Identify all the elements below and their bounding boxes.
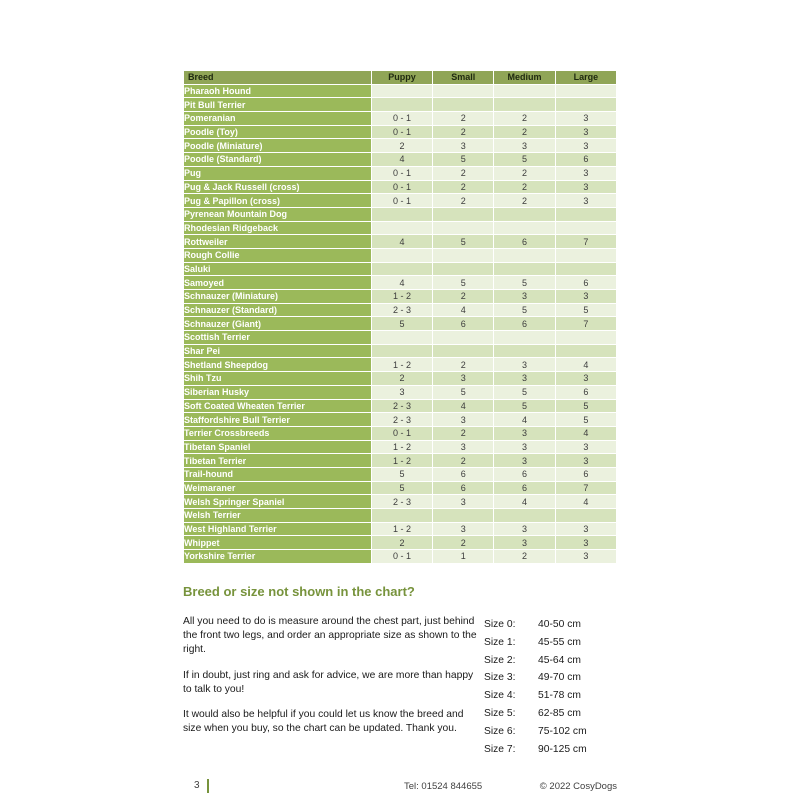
size-value-cell: 3 xyxy=(556,550,616,563)
breed-name-cell: Pyrenean Mountain Dog xyxy=(184,208,371,221)
breed-name-cell: West Highland Terrier xyxy=(184,523,371,536)
size-value-cell: 3 xyxy=(494,523,554,536)
size-value-cell: 5 xyxy=(494,304,554,317)
size-value-cell: 2 - 3 xyxy=(372,304,432,317)
breed-name-cell: Saluki xyxy=(184,263,371,276)
table-row xyxy=(184,126,616,139)
size-value-cell: 3 xyxy=(494,139,554,152)
size-value-cell xyxy=(372,249,432,262)
size-value-cell xyxy=(372,208,432,221)
size-value-cell xyxy=(433,222,493,235)
size-value-cell: 7 xyxy=(556,482,616,495)
size-value-cell: 3 xyxy=(433,523,493,536)
breed-name-cell: Samoyed xyxy=(184,276,371,289)
breed-name-cell: Pharaoh Hound xyxy=(184,85,371,98)
size-value-cell xyxy=(556,263,616,276)
table-row xyxy=(184,523,616,536)
size-value-cell: 2 xyxy=(433,167,493,180)
size-label: Size 1: xyxy=(484,636,516,648)
size-value-cell: 2 xyxy=(494,167,554,180)
size-value-cell: 1 - 2 xyxy=(372,358,432,371)
size-value-cell: 2 xyxy=(433,358,493,371)
size-value-cell: 6 xyxy=(494,468,554,481)
size-list-item xyxy=(484,654,587,672)
size-value-cell: 2 xyxy=(433,454,493,467)
breed-name-cell: Terrier Crossbreeds xyxy=(184,427,371,440)
column-header-breed: Breed xyxy=(184,71,371,84)
size-value-cell: 6 xyxy=(433,482,493,495)
size-value-cell: 2 xyxy=(433,126,493,139)
size-value-cell: 3 xyxy=(556,372,616,385)
size-value-cell: 3 xyxy=(556,441,616,454)
size-label: Size 3: xyxy=(484,672,516,684)
size-value-cell xyxy=(556,222,616,235)
size-value-cell: 6 xyxy=(494,235,554,248)
size-value-cell: 3 xyxy=(556,194,616,207)
size-range: 49-70 cm xyxy=(538,672,581,684)
size-value-cell: 5 xyxy=(433,235,493,248)
breed-name-cell: Weimaraner xyxy=(184,482,371,495)
breed-name-cell: Schnauzer (Miniature) xyxy=(184,290,371,303)
size-value-cell: 5 xyxy=(556,304,616,317)
size-value-cell xyxy=(372,263,432,276)
size-value-cell: 2 xyxy=(433,181,493,194)
table-row xyxy=(184,495,616,508)
size-value-cell: 3 xyxy=(494,427,554,440)
size-value-cell xyxy=(433,249,493,262)
table-row xyxy=(184,167,616,180)
table-row xyxy=(184,454,616,467)
breed-name-cell: Siberian Husky xyxy=(184,386,371,399)
size-list-item xyxy=(484,689,587,707)
size-value-cell: 4 xyxy=(494,413,554,426)
size-value-cell: 5 xyxy=(372,468,432,481)
size-range: 45-55 cm xyxy=(538,636,581,648)
size-value-cell: 3 xyxy=(556,139,616,152)
size-value-cell: 5 xyxy=(494,276,554,289)
size-value-cell: 5 xyxy=(494,153,554,166)
breed-name-cell: Trail-hound xyxy=(184,468,371,481)
instruction-paragraph: It would also be helpful if you could let us know the breed and size when you buy, so the chart can be updated. Thank you. xyxy=(183,709,464,735)
table-row xyxy=(184,249,616,262)
breed-name-cell: Soft Coated Wheaten Terrier xyxy=(184,400,371,413)
column-header-small: Small xyxy=(433,71,493,84)
size-value-cell: 7 xyxy=(556,317,616,330)
table-row xyxy=(184,304,616,317)
size-value-cell: 2 xyxy=(433,427,493,440)
breed-name-cell: Schnauzer (Giant) xyxy=(184,317,371,330)
size-value-cell: 2 xyxy=(494,550,554,563)
size-value-cell: 1 xyxy=(433,550,493,563)
size-value-cell: 3 xyxy=(556,523,616,536)
size-value-cell: 5 xyxy=(556,400,616,413)
size-value-cell: 4 xyxy=(372,276,432,289)
instruction-paragraphs xyxy=(183,615,479,748)
size-value-cell: 2 xyxy=(494,181,554,194)
size-value-cell xyxy=(494,98,554,111)
size-value-cell: 1 - 2 xyxy=(372,441,432,454)
table-row xyxy=(184,194,616,207)
size-value-cell: 0 - 1 xyxy=(372,427,432,440)
size-value-cell: 5 xyxy=(494,386,554,399)
size-value-cell: 0 - 1 xyxy=(372,126,432,139)
instruction-paragraph: If in doubt, just ring and ask for advice, we are more than happy to talk to you! xyxy=(183,669,474,695)
breed-name-cell: Poodle (Miniature) xyxy=(184,139,371,152)
size-value-cell: 1 - 2 xyxy=(372,523,432,536)
size-range: 90-125 cm xyxy=(538,743,587,755)
size-value-cell: 6 xyxy=(494,482,554,495)
size-list-item xyxy=(484,725,587,743)
size-value-cell: 0 - 1 xyxy=(372,167,432,180)
column-header-large: Large xyxy=(556,71,616,84)
table-row xyxy=(184,441,616,454)
size-list-item xyxy=(484,636,587,654)
table-row xyxy=(184,413,616,426)
size-value-cell xyxy=(433,85,493,98)
size-value-cell: 3 xyxy=(556,126,616,139)
size-value-cell: 5 xyxy=(433,386,493,399)
size-value-cell xyxy=(433,263,493,276)
size-value-cell xyxy=(494,263,554,276)
breed-name-cell: Scottish Terrier xyxy=(184,331,371,344)
table-row xyxy=(184,139,616,152)
breed-name-cell: Poodle (Standard) xyxy=(184,153,371,166)
size-value-cell: 3 xyxy=(556,167,616,180)
size-value-cell: 3 xyxy=(433,139,493,152)
size-value-cell: 2 xyxy=(372,372,432,385)
table-row xyxy=(184,345,616,358)
size-label: Size 6: xyxy=(484,725,516,737)
size-range: 45-64 cm xyxy=(538,654,581,666)
size-value-cell: 0 - 1 xyxy=(372,550,432,563)
size-value-cell xyxy=(433,345,493,358)
size-label: Size 4: xyxy=(484,690,516,702)
size-value-cell: 6 xyxy=(494,317,554,330)
size-value-cell xyxy=(494,85,554,98)
size-value-cell: 2 xyxy=(433,536,493,549)
size-value-cell: 3 xyxy=(556,536,616,549)
table-row xyxy=(184,98,616,111)
size-value-cell: 5 xyxy=(433,153,493,166)
table-row xyxy=(184,263,616,276)
size-value-cell xyxy=(433,331,493,344)
size-value-cell: 2 xyxy=(494,126,554,139)
size-list-item xyxy=(484,743,587,761)
size-value-cell: 1 - 2 xyxy=(372,454,432,467)
size-value-cell: 0 - 1 xyxy=(372,112,432,125)
size-value-cell xyxy=(372,345,432,358)
size-label: Size 7: xyxy=(484,743,516,755)
footer-copyright: © 2022 CosyDogs xyxy=(539,781,617,792)
size-value-cell xyxy=(494,249,554,262)
size-value-cell xyxy=(494,208,554,221)
size-list-item xyxy=(484,671,587,689)
table-row xyxy=(184,317,616,330)
breed-name-cell: Welsh Springer Spaniel xyxy=(184,495,371,508)
size-value-cell: 3 xyxy=(372,386,432,399)
size-label: Size 2: xyxy=(484,654,516,666)
breed-name-cell: Shetland Sheepdog xyxy=(184,358,371,371)
size-value-cell: 5 xyxy=(433,276,493,289)
size-value-cell xyxy=(494,345,554,358)
size-value-cell: 5 xyxy=(372,482,432,495)
size-value-cell: 6 xyxy=(433,317,493,330)
size-label: Size 5: xyxy=(484,707,516,719)
size-value-cell: 4 xyxy=(372,153,432,166)
size-value-cell: 2 xyxy=(494,112,554,125)
breed-name-cell: Pug xyxy=(184,167,371,180)
size-value-cell xyxy=(433,509,493,522)
size-label: Size 0: xyxy=(484,619,516,630)
size-value-cell: 3 xyxy=(556,181,616,194)
size-value-cell: 3 xyxy=(433,372,493,385)
breed-name-cell: Tibetan Spaniel xyxy=(184,441,371,454)
breed-name-cell: Poodle (Toy) xyxy=(184,126,371,139)
size-value-cell: 3 xyxy=(494,454,554,467)
size-value-cell: 3 xyxy=(494,536,554,549)
size-value-cell xyxy=(556,98,616,111)
size-value-cell xyxy=(433,98,493,111)
size-value-cell xyxy=(556,345,616,358)
page-number: 3 xyxy=(194,780,200,791)
breed-name-cell: Pug & Papillon (cross) xyxy=(184,194,371,207)
table-row xyxy=(184,153,616,166)
breed-name-cell: Yorkshire Terrier xyxy=(184,550,371,563)
size-value-cell: 5 xyxy=(494,400,554,413)
size-list-item xyxy=(484,618,587,636)
table-row xyxy=(184,482,616,495)
size-value-cell xyxy=(372,331,432,344)
size-value-cell: 5 xyxy=(556,413,616,426)
size-value-cell xyxy=(494,331,554,344)
size-value-cell: 2 - 3 xyxy=(372,413,432,426)
breed-name-cell: Pit Bull Terrier xyxy=(184,98,371,111)
size-value-cell: 2 xyxy=(433,194,493,207)
size-value-cell: 3 xyxy=(433,495,493,508)
size-value-cell: 3 xyxy=(494,441,554,454)
size-value-cell: 3 xyxy=(556,290,616,303)
size-value-cell: 2 xyxy=(433,290,493,303)
size-value-cell xyxy=(556,331,616,344)
size-value-cell xyxy=(494,509,554,522)
breed-name-cell: Shih Tzu xyxy=(184,372,371,385)
size-value-cell: 6 xyxy=(556,468,616,481)
table-row xyxy=(184,85,616,98)
table-row xyxy=(184,112,616,125)
size-value-cell: 3 xyxy=(556,454,616,467)
size-value-cell: 3 xyxy=(433,413,493,426)
table-row xyxy=(184,290,616,303)
section-heading: Breed or size not shown in the chart? xyxy=(183,584,415,599)
table-header-row xyxy=(184,71,616,84)
footer-phone: Tel: 01524 844655 xyxy=(404,781,483,792)
size-value-cell: 3 xyxy=(494,290,554,303)
size-range: 62-85 cm xyxy=(538,707,581,719)
table-row xyxy=(184,427,616,440)
table-row xyxy=(184,181,616,194)
breed-name-cell: Rottweiler xyxy=(184,235,371,248)
size-range: 75-102 cm xyxy=(538,725,587,737)
size-value-cell xyxy=(372,222,432,235)
size-value-cell: 2 xyxy=(494,194,554,207)
table-row xyxy=(184,386,616,399)
table-row xyxy=(184,400,616,413)
table-row xyxy=(184,235,616,248)
breed-name-cell: Pug & Jack Russell (cross) xyxy=(184,181,371,194)
breed-name-cell: Shar Pei xyxy=(184,345,371,358)
size-value-cell: 4 xyxy=(556,427,616,440)
size-value-cell xyxy=(372,509,432,522)
table-row xyxy=(184,509,616,522)
size-value-cell: 0 - 1 xyxy=(372,181,432,194)
size-value-cell xyxy=(433,208,493,221)
breed-name-cell: Pomeranian xyxy=(184,112,371,125)
size-value-cell: 5 xyxy=(372,317,432,330)
size-value-cell: 2 xyxy=(372,139,432,152)
size-value-cell: 4 xyxy=(433,400,493,413)
breed-size-table xyxy=(183,70,617,564)
size-value-cell xyxy=(556,509,616,522)
size-value-cell: 3 xyxy=(494,372,554,385)
footer-divider xyxy=(207,779,209,793)
size-value-cell: 4 xyxy=(372,235,432,248)
table-row xyxy=(184,550,616,563)
size-value-cell: 2 xyxy=(433,112,493,125)
size-value-cell: 3 xyxy=(556,112,616,125)
table-row xyxy=(184,468,616,481)
table-row xyxy=(184,331,616,344)
size-value-cell: 6 xyxy=(556,153,616,166)
column-header-puppy: Puppy xyxy=(372,71,432,84)
table-row xyxy=(184,372,616,385)
table-row xyxy=(184,536,616,549)
size-value-cell: 4 xyxy=(433,304,493,317)
size-value-cell: 3 xyxy=(494,358,554,371)
table-row xyxy=(184,358,616,371)
breed-name-cell: Rough Collie xyxy=(184,249,371,262)
size-guide-list xyxy=(484,618,587,760)
size-value-cell xyxy=(372,85,432,98)
breed-name-cell: Tibetan Terrier xyxy=(184,454,371,467)
size-value-cell: 6 xyxy=(556,386,616,399)
size-value-cell: 2 xyxy=(372,536,432,549)
size-value-cell: 3 xyxy=(433,441,493,454)
size-range: 51-78 cm xyxy=(538,690,581,702)
table-row xyxy=(184,208,616,221)
size-value-cell: 6 xyxy=(556,276,616,289)
breed-name-cell: Schnauzer (Standard) xyxy=(184,304,371,317)
table-row xyxy=(184,276,616,289)
instruction-paragraph: All you need to do is measure around the chest part, just behind the front two legs, and order an appropriate size as shown to the right. xyxy=(183,616,477,655)
size-list-item xyxy=(484,707,587,725)
size-value-cell: 6 xyxy=(433,468,493,481)
breed-name-cell: Whippet xyxy=(184,536,371,549)
table-row xyxy=(184,222,616,235)
breed-name-cell: Welsh Terrier xyxy=(184,509,371,522)
column-header-medium: Medium xyxy=(494,71,554,84)
size-value-cell xyxy=(556,208,616,221)
size-value-cell: 4 xyxy=(494,495,554,508)
size-value-cell: 2 - 3 xyxy=(372,495,432,508)
size-value-cell: 2 - 3 xyxy=(372,400,432,413)
size-value-cell: 7 xyxy=(556,235,616,248)
size-value-cell xyxy=(372,98,432,111)
size-value-cell xyxy=(556,249,616,262)
size-value-cell: 0 - 1 xyxy=(372,194,432,207)
size-value-cell xyxy=(556,85,616,98)
size-range: 40-50 cm xyxy=(538,619,581,630)
size-value-cell xyxy=(494,222,554,235)
size-value-cell: 1 - 2 xyxy=(372,290,432,303)
breed-name-cell: Rhodesian Ridgeback xyxy=(184,222,371,235)
size-value-cell: 4 xyxy=(556,358,616,371)
breed-name-cell: Staffordshire Bull Terrier xyxy=(184,413,371,426)
size-value-cell: 4 xyxy=(556,495,616,508)
